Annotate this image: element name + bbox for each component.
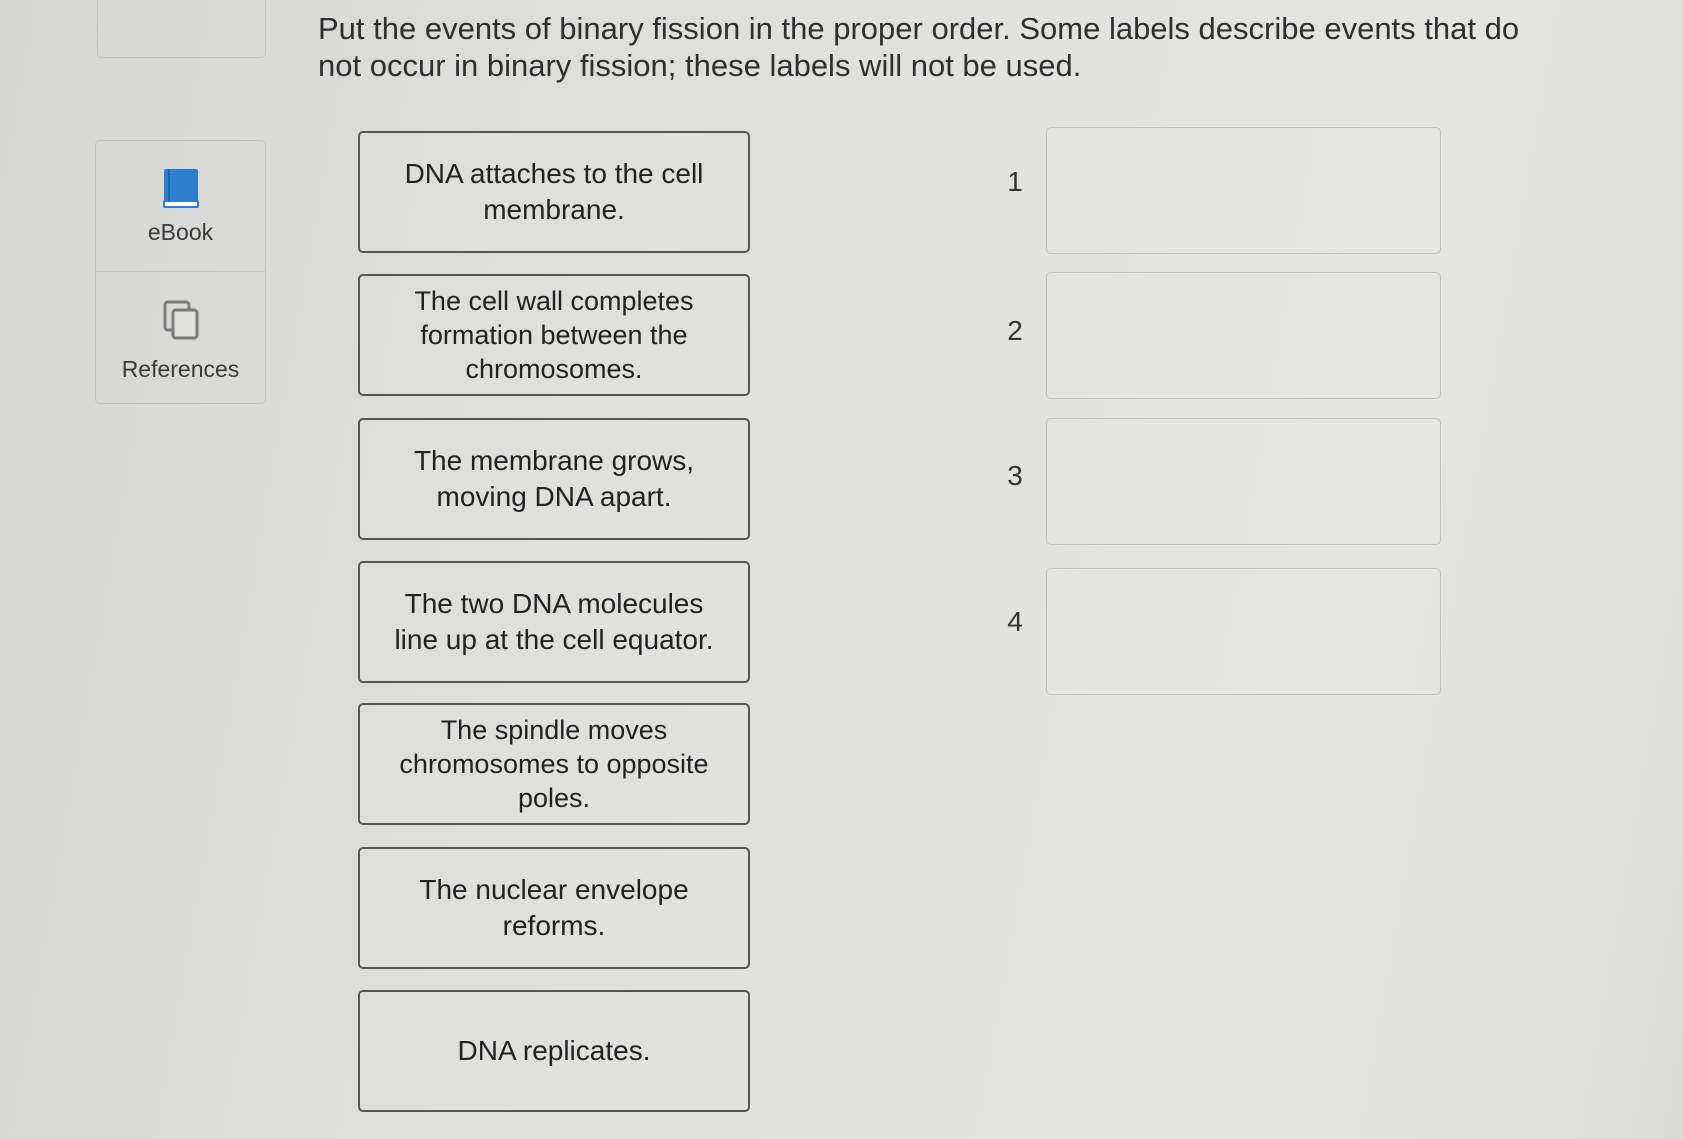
references-label: References bbox=[121, 356, 240, 382]
label-card-text: The two DNA molecules line up at the cell equator. bbox=[394, 588, 714, 655]
ebook-button[interactable] bbox=[96, 141, 265, 272]
drop-slot-4[interactable] bbox=[1046, 568, 1441, 695]
slot-number-3: 3 bbox=[1007, 460, 1023, 491]
slot-number-4: 4 bbox=[1007, 606, 1023, 637]
ebook-label: eBook bbox=[147, 219, 214, 245]
label-card-text: The spindle moves chromosomes to opposite poles. bbox=[399, 715, 709, 813]
label-card-3[interactable] bbox=[358, 418, 750, 540]
label-card-1[interactable] bbox=[358, 131, 750, 253]
slot-number-1: 1 bbox=[1007, 166, 1023, 197]
top-panel-stub bbox=[97, 0, 266, 58]
label-card-2[interactable] bbox=[358, 274, 750, 396]
label-card-text: The cell wall completes formation between the chromosomes. bbox=[414, 286, 694, 384]
question-instructions: Put the events of binary fission in the proper order. Some labels describe events that do not occur in binary fission; these labels will not be used. bbox=[318, 11, 1520, 83]
references-button[interactable] bbox=[96, 272, 265, 402]
label-card-4[interactable] bbox=[358, 561, 750, 683]
label-card-text: DNA replicates. bbox=[457, 1035, 651, 1066]
label-card-7[interactable] bbox=[358, 990, 750, 1112]
book-icon bbox=[159, 167, 203, 211]
drop-slot-1[interactable] bbox=[1046, 127, 1441, 254]
label-card-text: The membrane grows, moving DNA apart. bbox=[413, 445, 695, 512]
drop-slot-2[interactable] bbox=[1046, 272, 1441, 399]
copy-icon bbox=[159, 298, 203, 342]
drop-slot-3[interactable] bbox=[1046, 418, 1441, 545]
label-card-5[interactable] bbox=[358, 703, 750, 825]
resource-sidebar bbox=[95, 140, 266, 404]
label-card-text: DNA attaches to the cell membrane. bbox=[404, 158, 704, 225]
label-card-6[interactable] bbox=[358, 847, 750, 969]
slot-number-2: 2 bbox=[1007, 315, 1023, 346]
label-card-text: The nuclear envelope reforms. bbox=[419, 874, 689, 941]
